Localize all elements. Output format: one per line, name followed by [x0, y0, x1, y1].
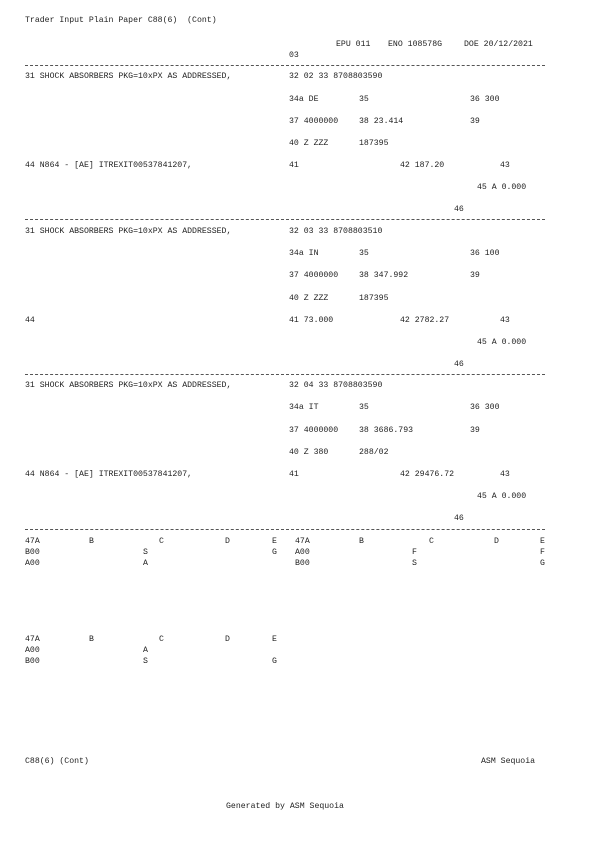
box-47-header: D — [225, 635, 230, 644]
box-37-procedure: 37 4000000 — [289, 271, 339, 280]
box-47-header: E — [272, 537, 277, 546]
box-40: 40 Z ZZZ — [289, 294, 329, 303]
box-44-info: 44 N864 - [AE] ITREXIT00537841207, — [25, 161, 193, 170]
separator — [25, 529, 545, 530]
box-44-info: 44 — [25, 316, 35, 325]
box-42-price: 42 2782.27 — [400, 316, 450, 325]
box-47-cell: B00 — [25, 657, 40, 666]
box-40: 40 Z ZZZ — [289, 139, 329, 148]
footer-brand: ASM Sequoia — [481, 757, 536, 766]
box-47-cell: G — [272, 548, 277, 557]
separator — [25, 219, 545, 220]
box-47-header: C — [429, 537, 434, 546]
box-44-info: 44 N864 - [AE] ITREXIT00537841207, — [25, 470, 193, 479]
box-37-procedure: 37 4000000 — [289, 117, 339, 126]
box-47-cell: A — [143, 559, 148, 568]
box-47-cell: S — [412, 559, 417, 568]
box-47-cell: A00 — [295, 548, 310, 557]
box-47-header: 47A — [25, 537, 40, 546]
box-47-header: C — [159, 537, 164, 546]
box-37-procedure: 37 4000000 — [289, 426, 339, 435]
box-39: 39 — [470, 271, 480, 280]
box-34-origin: 34a IN — [289, 249, 319, 258]
box-45: 45 A 0.000 — [477, 183, 527, 192]
box-47-header: 47A — [295, 537, 310, 546]
box-47-header: 47A — [25, 635, 40, 644]
box-42-price: 42 29476.72 — [400, 470, 455, 479]
box-39: 39 — [470, 117, 480, 126]
box-43: 43 — [500, 161, 510, 170]
box-46: 46 — [454, 514, 464, 523]
box-47-cell: S — [143, 548, 148, 557]
box-38-mass: 38 347.992 — [359, 271, 409, 280]
footer-form-name: C88(6) (Cont) — [25, 757, 89, 766]
box-35: 35 — [359, 403, 369, 412]
box-47-cell: G — [272, 657, 277, 666]
box-36: 36 300 — [470, 95, 500, 104]
page-number: 03 — [289, 51, 299, 60]
box-47-header: B — [89, 537, 94, 546]
box-35: 35 — [359, 249, 369, 258]
box-32-commodity: 32 03 33 8708803510 — [289, 227, 383, 236]
box-34-origin: 34a DE — [289, 95, 319, 104]
box-38-mass: 38 23.414 — [359, 117, 404, 126]
box-41: 41 73.000 — [289, 316, 334, 325]
box-47-cell: G — [540, 559, 545, 568]
box-47-cell: B00 — [25, 548, 40, 557]
box-43: 43 — [500, 470, 510, 479]
box-45: 45 A 0.000 — [477, 338, 527, 347]
goods-description: 31 SHOCK ABSORBERS PKG=10xPX AS ADDRESSED, — [25, 381, 232, 390]
box-35: 35 — [359, 95, 369, 104]
box-47-header: E — [272, 635, 277, 644]
goods-description: 31 SHOCK ABSORBERS PKG=10xPX AS ADDRESSED, — [25, 227, 232, 236]
box-43: 43 — [500, 316, 510, 325]
box-47-cell: F — [540, 548, 545, 557]
box-36: 36 300 — [470, 403, 500, 412]
box-47-header: E — [540, 537, 545, 546]
box-46: 46 — [454, 360, 464, 369]
box-47-cell: F — [412, 548, 417, 557]
box-46: 46 — [454, 205, 464, 214]
box-38-mass: 38 3686.793 — [359, 426, 414, 435]
box-40-value: 288/02 — [359, 448, 389, 457]
box-40-value: 187395 — [359, 294, 389, 303]
box-47-cell: A00 — [25, 559, 40, 568]
box-47-cell: B00 — [295, 559, 310, 568]
box-47-header: C — [159, 635, 164, 644]
box-47-cell: A00 — [25, 646, 40, 655]
box-42-price: 42 187.20 — [400, 161, 445, 170]
page-title: Trader Input Plain Paper C88(6) (Cont) — [25, 16, 217, 25]
box-41: 41 — [289, 470, 299, 479]
separator — [25, 374, 545, 375]
box-34-origin: 34a IT — [289, 403, 319, 412]
box-47-header: B — [359, 537, 364, 546]
box-47-cell: S — [143, 657, 148, 666]
goods-description: 31 SHOCK ABSORBERS PKG=10xPX AS ADDRESSED, — [25, 72, 232, 81]
separator — [25, 65, 545, 66]
box-41: 41 — [289, 161, 299, 170]
box-45: 45 A 0.000 — [477, 492, 527, 501]
box-47-header: B — [89, 635, 94, 644]
epu-field: EPU 011 — [336, 40, 371, 49]
box-47-header: D — [494, 537, 499, 546]
box-32-commodity: 32 02 33 8708803590 — [289, 72, 383, 81]
box-47-cell: A — [143, 646, 148, 655]
box-40-value: 187395 — [359, 139, 389, 148]
box-36: 36 100 — [470, 249, 500, 258]
box-47-header: D — [225, 537, 230, 546]
doe-field: DOE 20/12/2021 — [464, 40, 533, 49]
generated-by: Generated by ASM Sequoia — [226, 802, 344, 811]
box-32-commodity: 32 04 33 8708803590 — [289, 381, 383, 390]
eno-field: ENO 108578G — [388, 40, 443, 49]
box-39: 39 — [470, 426, 480, 435]
box-40: 40 Z 380 — [289, 448, 329, 457]
